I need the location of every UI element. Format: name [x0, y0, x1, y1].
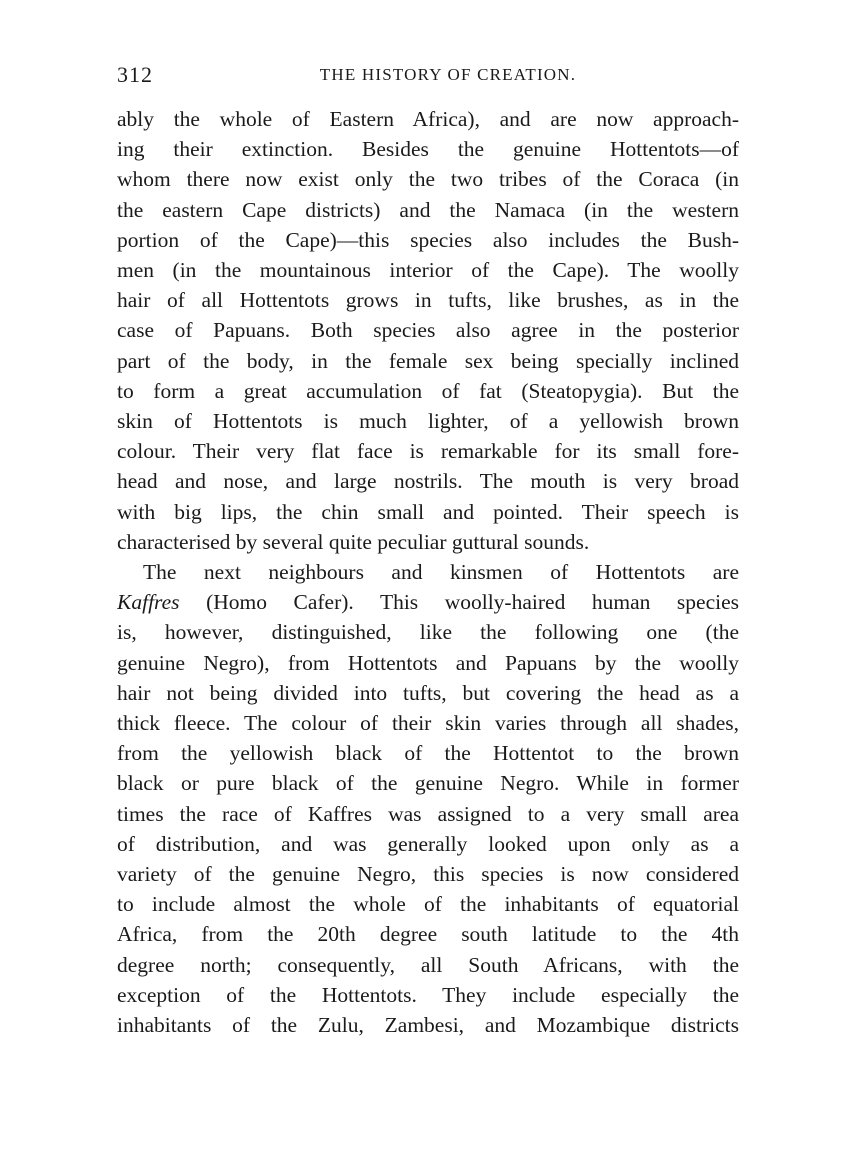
book-page	[117, 60, 739, 1040]
text-line: to include almost the whole of the inhabitants of equatorial	[117, 892, 739, 917]
text-line: whom there now exist only the two tribes of the Coraca (in	[117, 167, 739, 192]
text-line	[117, 557, 739, 587]
italic-term-kaffres: Kaffres	[117, 590, 180, 615]
text-line: head and nose, and large nostrils. The mouth is very broad	[117, 469, 739, 494]
running-head	[117, 60, 739, 90]
text-line: times the race of Kaffres was assigned to a very small area	[117, 801, 739, 826]
paragraph-2	[117, 557, 739, 1040]
text-line: inhabitants of the Zulu, Zambesi, and Mozambique districts	[117, 1013, 739, 1038]
text-line	[117, 587, 739, 617]
page-number: 312	[117, 62, 153, 87]
text-line: to form a great accumulation of fat (Steatopygia). But the	[117, 378, 739, 403]
paragraph-2-opening: The next neighbours and kinsmen of Hottentots are	[143, 560, 739, 585]
paragraph-1	[117, 104, 739, 557]
text-line: skin of Hottentots is much lighter, of a yellowish brown	[117, 409, 739, 434]
text-line: Africa, from the 20th degree south latitude to the 4th	[117, 922, 739, 947]
running-title: THE HISTORY OF CREATION.	[319, 65, 577, 84]
text-line: ing their extinction. Besides the genuine Hottentots—of	[117, 137, 739, 162]
text-line: of distribution, and was generally looked upon only as a	[117, 831, 739, 856]
text-line: variety of the genuine Negro, this species is now considered	[117, 862, 739, 887]
text-line: genuine Negro), from Hottentots and Papuans by the woolly	[117, 650, 739, 675]
body-text	[117, 104, 739, 1040]
text-line: characterised by several quite peculiar guttural sounds.	[117, 529, 590, 554]
text-line: exception of the Hottentots. They include especially the	[117, 982, 739, 1007]
text-line: hair not being divided into tufts, but covering the head as a	[117, 680, 739, 705]
text-line: from the yellowish black of the Hottentot to the brown	[117, 741, 739, 766]
text-line: portion of the Cape)—this species also includes the Bush-	[117, 227, 739, 252]
text-line: black or pure black of the genuine Negro. While in former	[117, 771, 739, 796]
text-line: thick fleece. The colour of their skin varies through all shades,	[117, 711, 739, 736]
text-line: part of the body, in the female sex being specially inclined	[117, 348, 739, 373]
text-line: case of Papuans. Both species also agree in the posterior	[117, 318, 739, 343]
text-line: the eastern Cape districts) and the Namaca (in the western	[117, 197, 739, 222]
text-line: colour. Their very flat face is remarkable for its small fore-	[117, 439, 739, 464]
text-line: with big lips, the chin small and pointed. Their speech is	[117, 499, 739, 524]
text-line: men (in the mountainous interior of the Cape). The woolly	[117, 258, 739, 283]
text-line: degree north; consequently, all South Africans, with the	[117, 952, 739, 977]
text-line: ably the whole of Eastern Africa), and are now approach-	[117, 107, 739, 131]
text-line: is, however, distinguished, like the following one (the	[117, 620, 739, 645]
text-line: hair of all Hottentots grows in tufts, like brushes, as in the	[117, 288, 739, 313]
paragraph-2-line-2-rest: (Homo Cafer). This woolly-haired human species	[179, 590, 739, 615]
